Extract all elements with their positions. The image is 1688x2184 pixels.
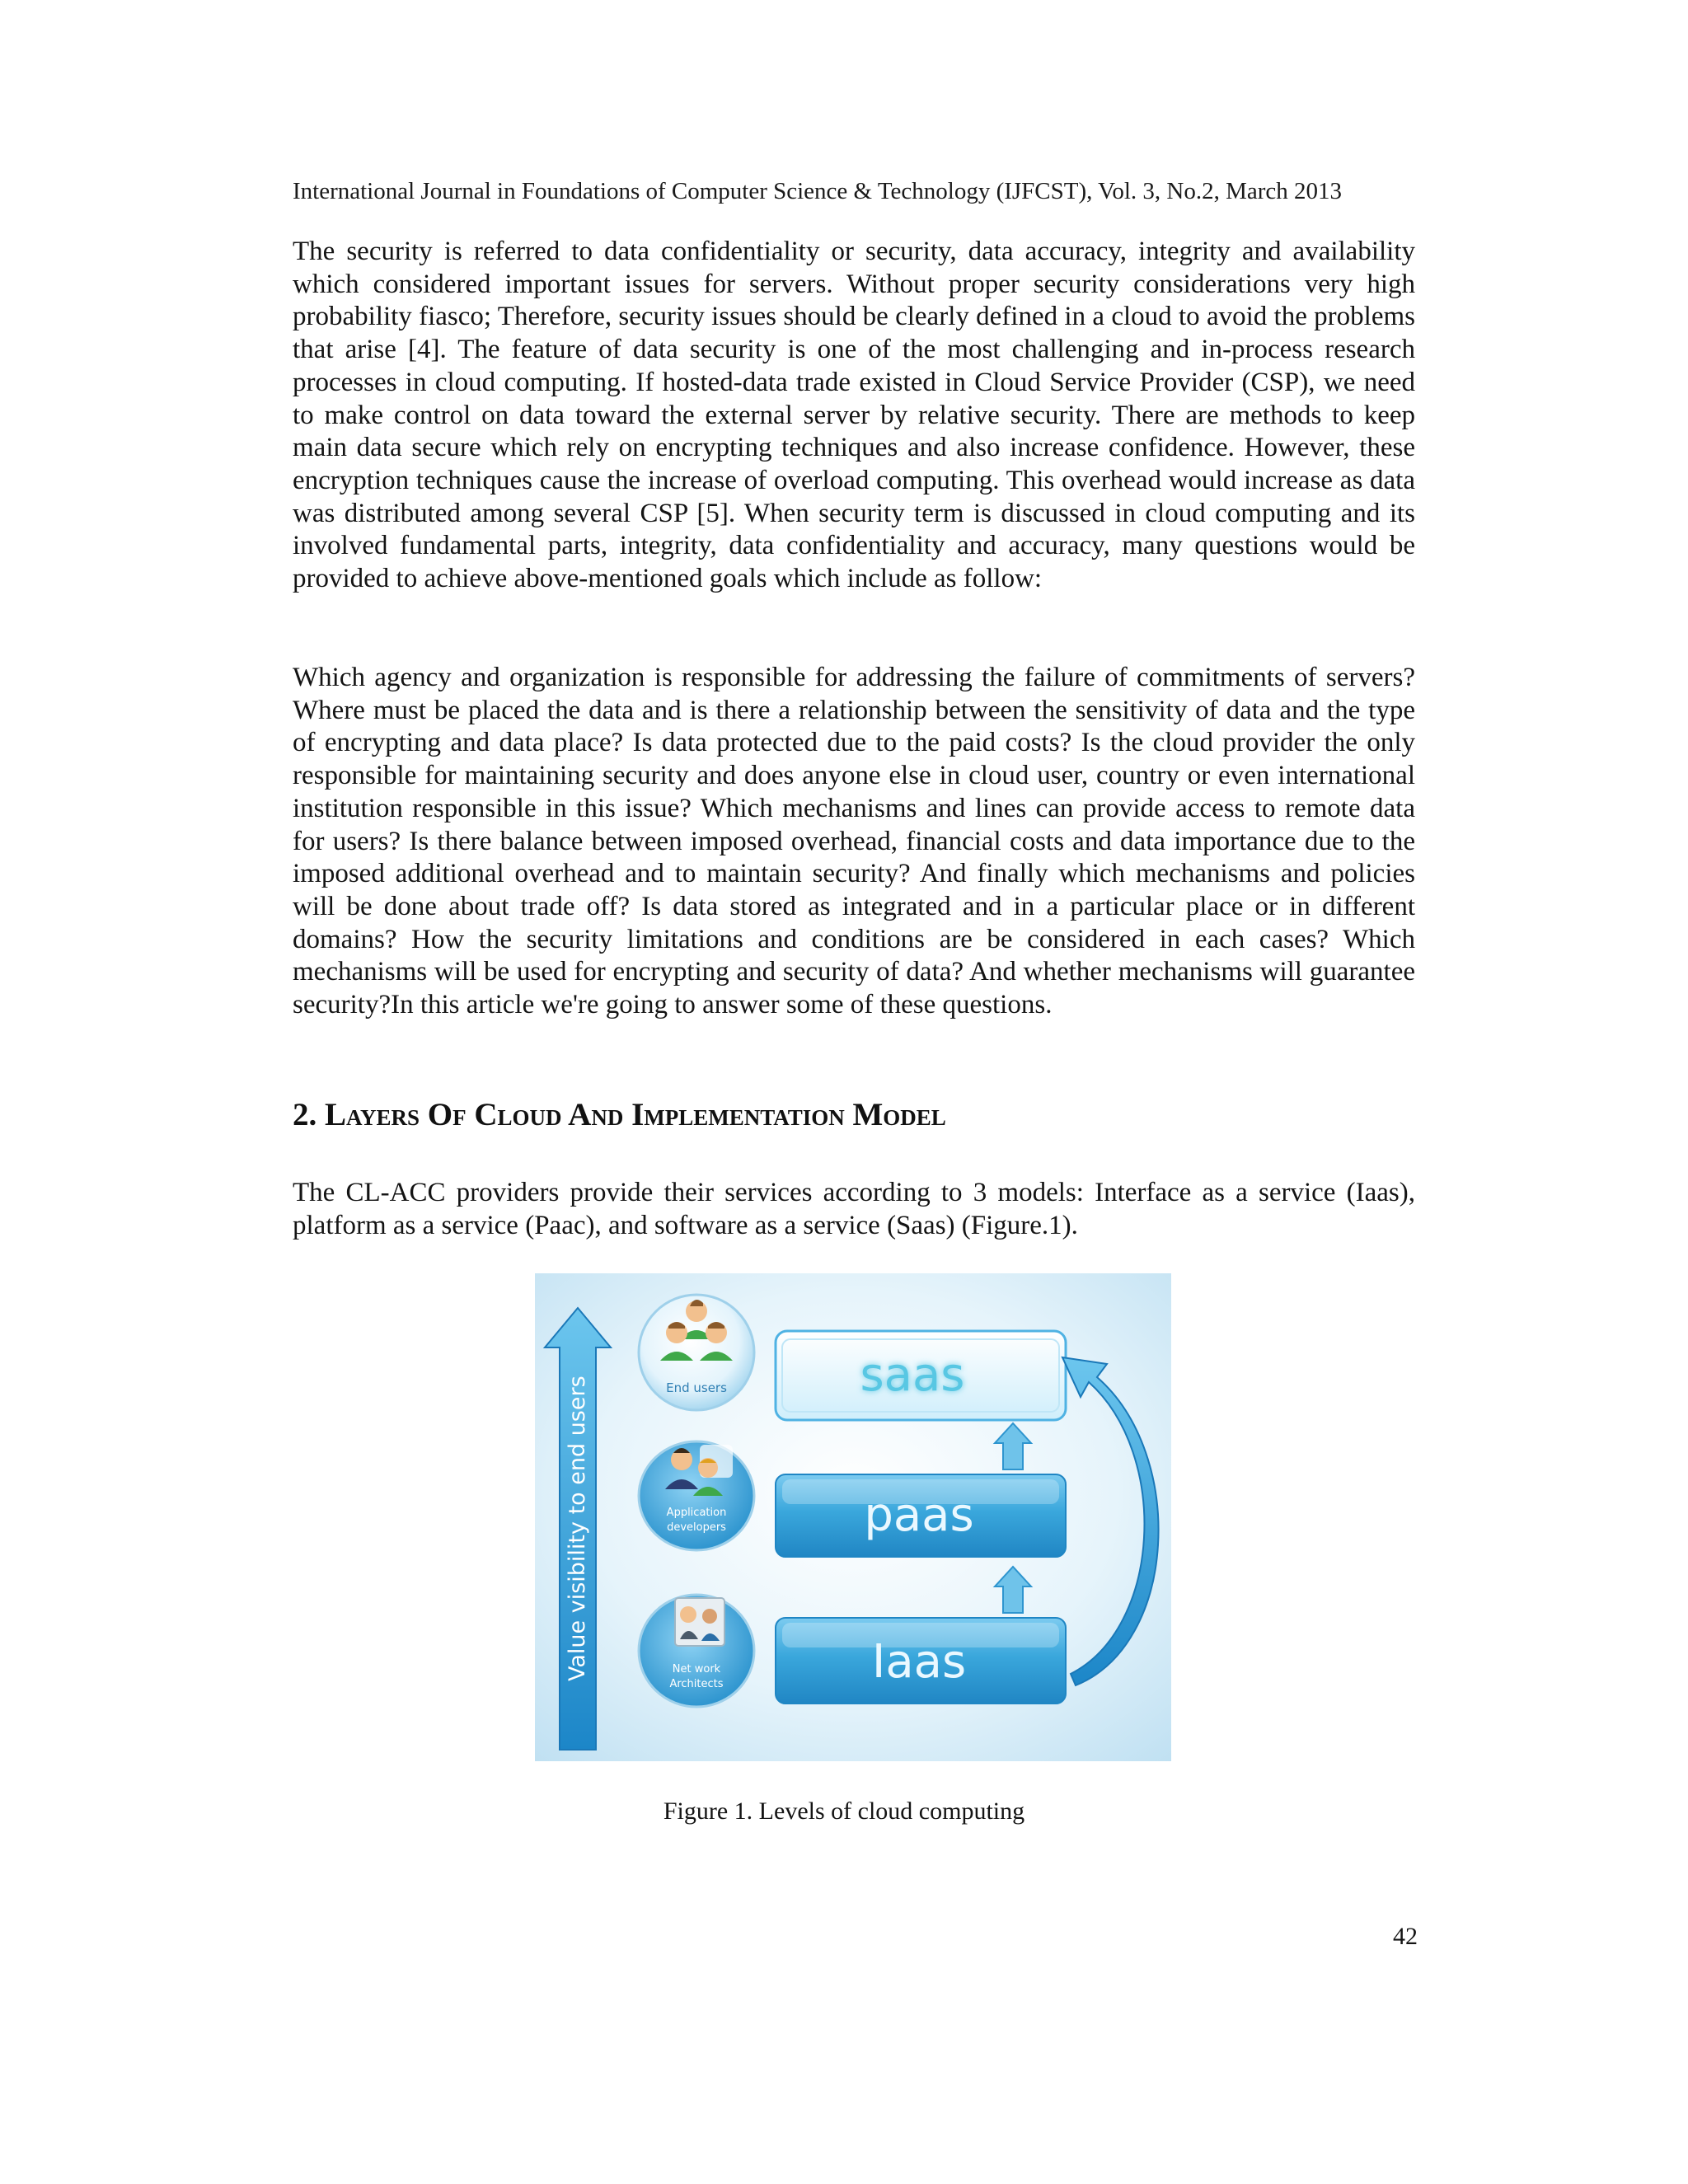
cloud-levels-diagram xyxy=(535,1273,1171,1761)
role-label-network-architects-line2: Architects xyxy=(669,1678,724,1690)
role-circle-app-developers xyxy=(639,1441,754,1550)
section-heading: 2. Layers Of Cloud And Implementation Model xyxy=(293,1097,946,1132)
figure-caption: Figure 1. Levels of cloud computing xyxy=(663,1797,1025,1825)
role-circle-end-users xyxy=(639,1295,754,1410)
network-architects-icon xyxy=(675,1598,724,1646)
axis-label: Value visibility to end users xyxy=(565,1376,590,1681)
layer-label-saas: saas xyxy=(860,1348,965,1402)
running-header: International Journal in Foundations of Computer Science & Technology (IJFCST), Vol. 3, No.2, March 2013 xyxy=(293,178,1343,204)
paragraph-service-models: The CL-ACC providers provide their services according to 3 models: Interface as a service (Iaas), platform as a service (Paac), and software as a service (Saas) (Figure.1). xyxy=(293,1178,1415,1240)
role-label-app-developers-line2: developers xyxy=(667,1521,726,1534)
layer-bar-iaas xyxy=(776,1618,1066,1704)
layer-label-paas: paas xyxy=(864,1488,974,1542)
layer-bar-paas xyxy=(776,1474,1066,1557)
role-label-end-users: End users xyxy=(666,1380,727,1395)
paragraph-security-questions: Which agency and organization is responsible for addressing the failure of commitments of servers? Where must be placed the data and is there a relationship between the sensitivity of data and the type of encrypting and data place? Is data protected due to the paid costs? Is the cloud provider the only responsible for maintaining security and does anyone else in cloud user, country or even international institution responsible in this issue? Which mechanisms and lines can provide access to remote data for users? Is there balance between imposed overhead, financial costs and data importance due to the imposed additional overhead and to maintain security? And finally which mechanisms and policies will be done about trade off? Is data stored as integrated and in a particular place or in different domains? How the security limitations and conditions are be considered in each cases? Which mechanisms will be used for encrypting and security of data? And whether mechanisms will guarantee security?In this article we're going to answer some of these questions. xyxy=(293,663,1415,1020)
page-number: 42 xyxy=(1393,1923,1418,1950)
role-label-app-developers-line1: Application xyxy=(666,1507,727,1519)
role-circle-network-architects xyxy=(639,1595,754,1707)
paragraph-security-definition: The security is referred to data confidentiality or security, data accuracy, integrity and availability which considered important issues for servers. Without proper security considerations very high probability fiasco; Therefore, security issues should be clearly defined in a cloud to avoid the problems that arise [4]. The feature of data security is one of the most challenging and in-process research processes in cloud computing. If hosted-data trade existed in Cloud Service Provider (CSP), we need to make control on data toward the external server by relative security. There are methods to keep main data secure which rely on encrypting techniques and also increase confidence. However, these encryption techniques cause the increase of overload computing. This overhead would increase as data was distributed among several CSP [5]. When security term is discussed in cloud computing and its involved fundamental parts, integrity, data confidentiality and accuracy, many questions would be provided to achieve above-mentioned goals which include as follow: xyxy=(293,237,1415,594)
layer-bar-saas xyxy=(776,1331,1066,1420)
role-label-network-architects-line1: Net work xyxy=(672,1663,721,1675)
figure-cloud-levels xyxy=(535,1273,1171,1761)
layer-label-iaas: Iaas xyxy=(871,1635,967,1689)
